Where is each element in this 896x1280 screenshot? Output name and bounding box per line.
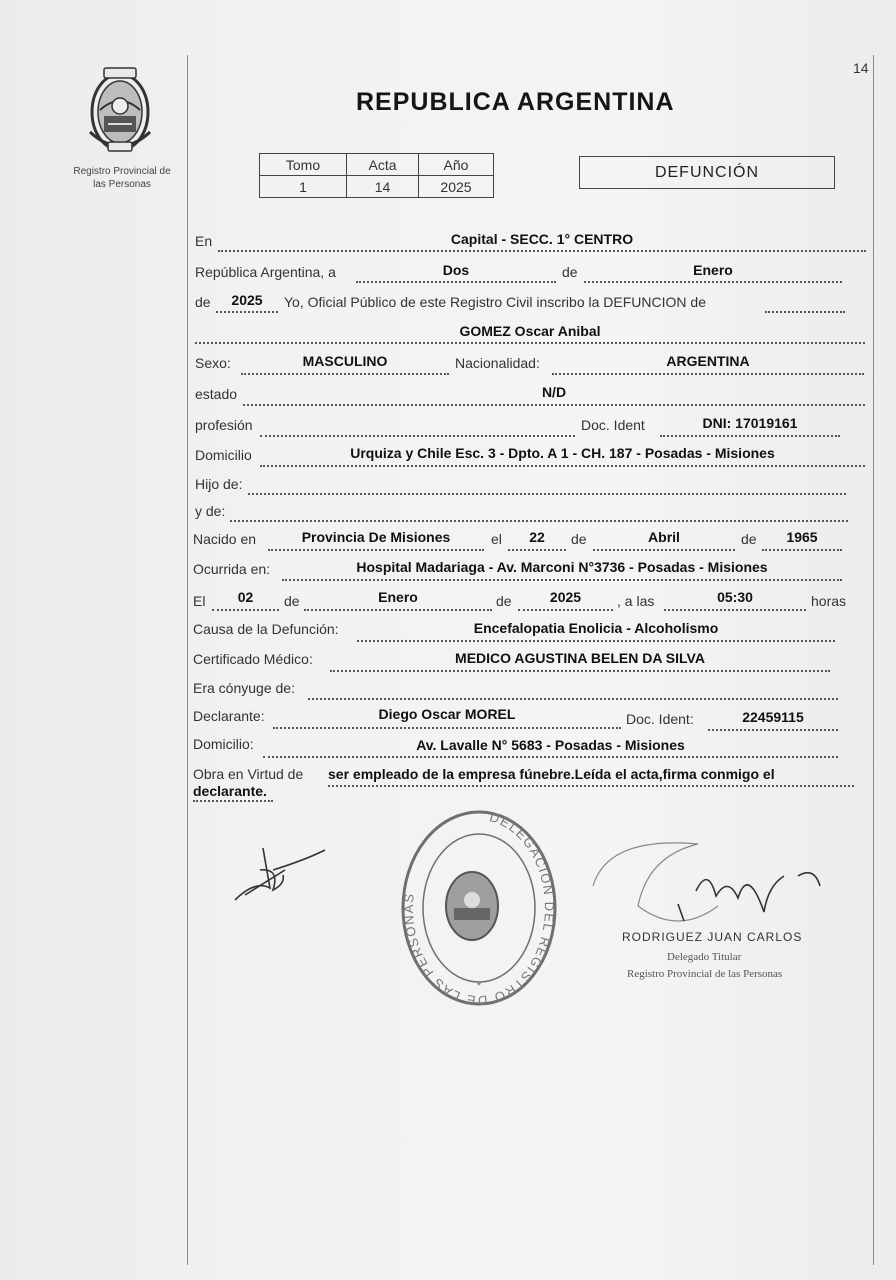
label-obra-en-virtud: Obra en Virtud de xyxy=(193,766,304,782)
declarant-address-value: Av. Lavalle N° 5683 - Posadas - Misiones xyxy=(416,737,685,753)
declarant-name-value: Diego Oscar MOREL xyxy=(378,706,516,722)
label-profesion: profesión xyxy=(195,417,253,433)
dotted-line xyxy=(357,640,835,642)
page-title: REPUBLICA ARGENTINA xyxy=(356,88,675,116)
label-el-death: El xyxy=(193,593,206,609)
registry-caption-line1: Registro Provincial de xyxy=(73,166,171,177)
dotted-line xyxy=(356,281,556,283)
label-de-birth-month: de xyxy=(571,531,587,547)
label-de-year: de xyxy=(195,294,211,310)
birth-day-value: 22 xyxy=(529,529,545,545)
death-year-value: 2025 xyxy=(549,589,582,605)
label-causa: Causa de la Defunción: xyxy=(193,621,339,637)
label-doc-ident-declarant: Doc. Ident: xyxy=(626,711,694,727)
label-nacionalidad: Nacionalidad: xyxy=(455,355,540,371)
dotted-line xyxy=(260,465,865,467)
death-day-value: 02 xyxy=(237,589,254,605)
record-value-acta: 14 xyxy=(347,176,419,198)
dotted-line xyxy=(518,609,613,611)
death-month-value: Enero xyxy=(378,589,418,605)
dotted-line xyxy=(260,435,575,437)
label-ocurrida-en: Ocurrida en: xyxy=(193,561,271,577)
death-time-value: 05:30 xyxy=(717,589,753,605)
birth-year-value: 1965 xyxy=(786,529,818,545)
year-value: 2025 xyxy=(231,292,263,308)
dotted-line xyxy=(708,729,838,731)
left-margin-rule xyxy=(187,55,188,1265)
dotted-line xyxy=(282,579,842,581)
dotted-line xyxy=(552,373,864,375)
label-sexo: Sexo: xyxy=(195,355,231,371)
label-de-death-year: de xyxy=(496,593,512,609)
label-en: En xyxy=(195,233,213,249)
dotted-line xyxy=(328,785,854,787)
provincial-coat-of-arms-logo xyxy=(82,62,158,163)
deceased-name-value: GOMEZ Oscar Anibal xyxy=(459,323,601,339)
label-el: el xyxy=(491,531,502,547)
declarant-id-value: 22459115 xyxy=(742,709,804,725)
dotted-line xyxy=(508,549,566,551)
record-header-acta: Acta xyxy=(347,154,419,176)
registry-caption-line2: las Personas xyxy=(93,179,151,190)
dotted-line xyxy=(212,609,279,611)
label-de-death-month: de xyxy=(284,593,300,609)
dotted-line xyxy=(762,549,842,551)
official-name: RODRIGUEZ JUAN CARLOS xyxy=(622,930,803,944)
reason-line1-value: ser empleado de la empresa fúnebre.Leída el acta,firma conmigo el xyxy=(328,766,775,782)
label-de-birth-year: de xyxy=(741,531,757,547)
dotted-line xyxy=(216,311,278,313)
cause-of-death-value: Encefalopatia Enolicia - Alcoholismo xyxy=(473,620,719,636)
record-header-anio: Año xyxy=(419,154,494,176)
svg-text:DELEGACION DEL REGISTRO DE LAS: DELEGACION DEL REGISTRO DE LAS PERSONAS xyxy=(400,809,557,1008)
medical-certificate-value: MEDICO AGUSTINA BELEN DA SILVA xyxy=(455,650,705,666)
document-id-value: DNI: 17019161 xyxy=(702,415,798,431)
page-number: 14 xyxy=(853,60,869,76)
dotted-line xyxy=(218,250,866,252)
record-value-tomo: 1 xyxy=(260,176,347,198)
birthplace-value: Provincia De Misiones xyxy=(301,529,451,545)
dotted-line xyxy=(243,404,865,406)
dotted-line xyxy=(308,698,838,700)
label-domicilio: Domicilio xyxy=(195,447,252,463)
official-title: Delegado Titular xyxy=(667,951,742,963)
label-estado: estado xyxy=(195,386,238,402)
dotted-line xyxy=(230,520,848,522)
label-y-de: y de: xyxy=(195,503,226,519)
marital-status-value: N/D xyxy=(541,384,567,400)
dotted-line xyxy=(263,756,838,758)
dotted-line xyxy=(304,609,492,611)
nationality-value: ARGENTINA xyxy=(666,353,750,369)
dotted-line xyxy=(593,549,735,551)
label-declarante: Declarante: xyxy=(193,708,265,724)
label-domicilio-declarant: Domicilio: xyxy=(193,736,254,752)
label-hijo-de: Hijo de: xyxy=(195,476,243,492)
record-table xyxy=(259,153,494,198)
label-doc-ident: Doc. Ident xyxy=(581,417,645,433)
record-value-anio: 2025 xyxy=(419,176,494,198)
label-de: de xyxy=(562,264,578,280)
label-a-las: , a las xyxy=(617,593,655,609)
document-type-box: DEFUNCIÓN xyxy=(579,156,835,189)
dotted-line xyxy=(193,800,273,802)
right-margin-rule xyxy=(873,55,874,1265)
day-words-value: Dos xyxy=(442,262,470,278)
place-value: Capital - SECC. 1° CENTRO xyxy=(450,231,634,247)
dotted-line xyxy=(330,670,830,672)
dotted-line xyxy=(765,311,845,313)
label-republica: República Argentina, a xyxy=(195,264,336,280)
dotted-line xyxy=(273,727,621,729)
dotted-line xyxy=(664,609,806,611)
record-header-tomo: Tomo xyxy=(260,154,347,176)
label-nacido-en: Nacido en xyxy=(193,531,257,547)
month-value: Enero xyxy=(693,262,733,278)
dotted-line xyxy=(584,281,842,283)
dotted-line xyxy=(195,342,865,344)
dotted-line xyxy=(248,493,846,495)
birth-month-value: Abril xyxy=(648,529,680,545)
label-conyuge: Era cónyuge de: xyxy=(193,680,295,696)
declarant-signature xyxy=(225,840,335,915)
registry-statement: Yo, Oficial Público de este Registro Civil inscribo la DEFUNCION de xyxy=(284,294,706,310)
label-horas: horas xyxy=(811,593,847,609)
dotted-line xyxy=(660,435,840,437)
official-registry: Registro Provincial de las Personas xyxy=(627,968,783,980)
label-certificado: Certificado Médico: xyxy=(193,651,313,667)
death-place-value: Hospital Madariaga - Av. Marconi N°3736 - Posadas - Misiones xyxy=(356,559,768,575)
dotted-line xyxy=(241,373,449,375)
reason-line2-value: declarante. xyxy=(193,783,267,799)
sex-value: MASCULINO xyxy=(302,353,388,369)
dotted-line xyxy=(268,549,484,551)
svg-text:*: * xyxy=(476,979,482,993)
registry-stamp xyxy=(398,808,560,1013)
address-value: Urquiza y Chile Esc. 3 - Dpto. A 1 - CH. 187 - Posadas - Misiones xyxy=(350,445,775,461)
